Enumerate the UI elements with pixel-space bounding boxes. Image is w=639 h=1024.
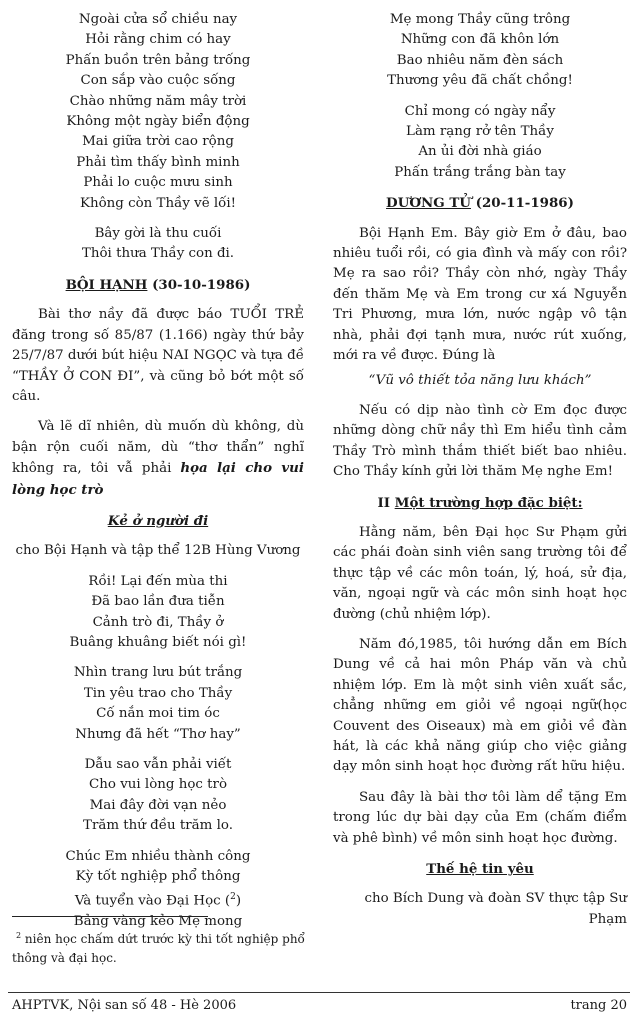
footer-publication: AHPTVK, Nội san số 48 - Hè 2006 [12, 998, 237, 1013]
footnote-divider [12, 916, 208, 917]
poem-line: Mẹ mong Thầy cũng trông [389, 12, 571, 27]
paragraph-publication-note: Bài thơ nầy đã được báo TUỔI TRẺ đăng trong số 85/87 (1.166) ngày thứ bảy 25/7/87 dưới bút hiệu NAI NGỌC và tựa đề “THẦY Ở CON ĐI”, và cũng bỏ bớt một số câu. [12, 307, 304, 404]
poem-dedication: cho Bội Hạnh và tập thể 12B Hùng Vương [15, 543, 301, 559]
poem-line: Mai giữa trời cao rộng [82, 134, 234, 150]
quotation: “Vũ vô thiết tỏa năng lưu khách” [368, 372, 592, 388]
footnote-mark: 2 [16, 931, 22, 940]
poem-line: Ngoài cửa sổ chiều nay [78, 12, 238, 27]
poem-ke-o-nguoi-di-continued [333, 10, 627, 183]
poem-ke-o-nguoi-di [12, 572, 304, 888]
poem-line: Rồi! Lại đến mùa thi [88, 573, 228, 589]
section-date: (30-10-1986) [147, 276, 251, 293]
poem-line: Chúc Em nhiều thành công [65, 848, 251, 864]
footnote-text: niên học chấm dứt trước kỳ thi tốt nghiệp phổ thông và đại học. [12, 932, 305, 965]
poem-line: Cố nắn moi tim óc [96, 706, 220, 722]
poem-line: Con sắp vào cuộc sống [80, 73, 236, 89]
section-author-name: BỘI HẠNH [65, 276, 148, 293]
poem-line: Phấn trắng trắng bàn tay [394, 164, 566, 180]
poem-line: Bao nhiêu năm đèn sách [396, 52, 564, 68]
poem-line: Bây gời là thu cuối [94, 226, 222, 242]
poem-line: Phải lo cuộc mưu sinh [83, 175, 233, 191]
poem-line: Thương yêu đã chất chồng! [387, 73, 573, 89]
section-title: Một trường hợp đặc biệt: [394, 494, 583, 511]
section-heading-special-case [333, 493, 627, 513]
poem-line-with-footnote [12, 887, 304, 912]
poem-title-the-he-tin-yeu [333, 859, 627, 879]
poem-continuation [12, 10, 304, 265]
poem-line: Làm rạng rở tên Thầy [406, 124, 554, 140]
poem-line: Cảnh trò đi, Thầy ở [92, 614, 224, 630]
footer-page-number: trang 20 [570, 998, 627, 1013]
poem-line: Mai đây đời vạn nẻo [89, 797, 227, 813]
poem-line-close: ) [235, 893, 242, 909]
section-author-name: DƯƠNG TỬ [386, 195, 471, 212]
poem-line: Không một ngày biển động [66, 114, 250, 130]
poem-title-ke-o-nguoi-di [12, 511, 304, 531]
poem-line: Buâng khuâng biết nói gì! [69, 634, 247, 650]
poem2-cont-stanza [333, 102, 627, 184]
poem-line: Không còn Thầy vẽ lối! [79, 195, 237, 211]
footnote-reference: 2 [230, 892, 236, 903]
poem-line: Phấn buồn trên bảng trống [65, 52, 251, 68]
paragraph-reply-intro [12, 417, 304, 501]
poem2-stanza [12, 663, 304, 745]
poem-line: Cho vui lòng học trò [89, 777, 227, 793]
poem-line: Hỏi rằng chim có hay [85, 32, 231, 48]
poem-dedication: cho Bích Dung và đoàn SV thực tập Sư Phạm [364, 891, 627, 927]
poem-line: Tin yêu trao cho Thầy [83, 685, 233, 701]
poem2-stanza [12, 755, 304, 837]
paragraph-text: Và lẽ dĩ nhiên, dù muốn dù không, dù bận rộn cuối năm, dù “thơ thẩn” nghĩ không ra, tôi vẫ phải [12, 419, 304, 477]
poem1-stanza [12, 10, 304, 214]
poem-line: An ủi đời nhà giáo [418, 144, 542, 160]
paragraph-bich-dung: Năm đó,1985, tôi hướng dẫn em Bích Dung về cả hai môn Pháp văn và chủ nhiệm lớp. Em là một sinh viên xuất sắc, chẳng những em giỏi về ngoại ngữ(học Couvent des Oiseaux) mà em giỏi về đàn hát, là các khả năng giúp cho việc giảng dạy môn sinh hoạt học đường rất hữu hiệu. [333, 636, 627, 775]
section-date: (20-11-1986) [470, 195, 574, 212]
poem-line: Đã bao lần đưa tiễn [91, 594, 225, 610]
poem-line: Dẫu sao vẫn phải viết [84, 757, 232, 772]
poem-line: Kỳ tốt nghiệp phổ thông [75, 869, 241, 885]
poem-line: Trăm thứ đều trăm lo. [83, 818, 233, 834]
poem-line: Chào những năm mây trời [69, 93, 247, 109]
poem-line-text: Và tuyển vào Đại Học ( [74, 893, 231, 909]
poem-title-text: Kẻ ở người đi [107, 512, 209, 529]
paragraph-letter-close: Nếu có dịp nào tình cờ Em đọc được những dòng chữ nầy thì Em hiểu tình cảm Thầy Trò mình thắm thiết biết bao nhiêu. Cho Thầy kính gửi lời thăm Mẹ nghe Em! [333, 402, 627, 480]
poem2-cont-stanza [333, 10, 627, 92]
left-column [12, 10, 304, 933]
poem-line: Chỉ mong có ngày nẩy [404, 103, 556, 119]
poem-line: Nhưng đã hết “Thơ hay” [75, 726, 241, 742]
paragraph-internship: Hằng năm, bên Đại học Sư Phạm gửi các phái đoàn sinh viên sang trường tôi để thực tập về các môn toán, lý, hoá, sử địa, văn, ngoại ngữ và các môn sinh hoạt học đường (chủ nhiệm lớp). [333, 524, 627, 622]
poem-line: Bảng vàng kẻo Mẹ mong [73, 914, 243, 930]
poem2-stanza [12, 847, 304, 888]
footer-divider [8, 992, 630, 993]
paragraph-letter: Bội Hạnh Em. Bây giờ Em ở đâu, bao nhiêu tuổi rồi, có gia đình và mấy con rồi? Mẹ ra sao rồi? Thầy còn nhớ, ngày Thầy đến thăm Mẹ và Em trong cư xá Nguyễn Tri Phương, mưa lớn, nước ngập vô tận nhà, phải đợi tạnh mưa, nước rút xuống, mới ra về được. Đúng là [333, 225, 627, 364]
poem1-stanza [12, 224, 304, 265]
footnote [12, 926, 308, 968]
paragraph-poem-intro: Sau đây là bài thơ tôi làm dể tặng Em trong lúc dự bài dạy của Em (chấm điểm và phê bình) về môn sinh hoạt học đường. [333, 789, 627, 846]
section-number: II [377, 494, 395, 511]
section-heading-boi-hanh [12, 275, 304, 295]
poem-line: Phải tìm thấy bình minh [76, 154, 240, 170]
poem-line: Thôi thưa Thầy con đi. [81, 246, 235, 262]
section-heading-duong-tu [333, 193, 627, 213]
poem-line: Những con đã khôn lớn [400, 32, 560, 48]
paragraph-emphasis: họa lại cho vui lòng học trò [12, 460, 304, 498]
poem2-stanza [12, 572, 304, 654]
right-column [333, 10, 627, 930]
poem-line: Nhìn trang lưu bút trắng [73, 665, 243, 681]
poem-title-text: Thế hệ tin yêu [426, 861, 534, 878]
